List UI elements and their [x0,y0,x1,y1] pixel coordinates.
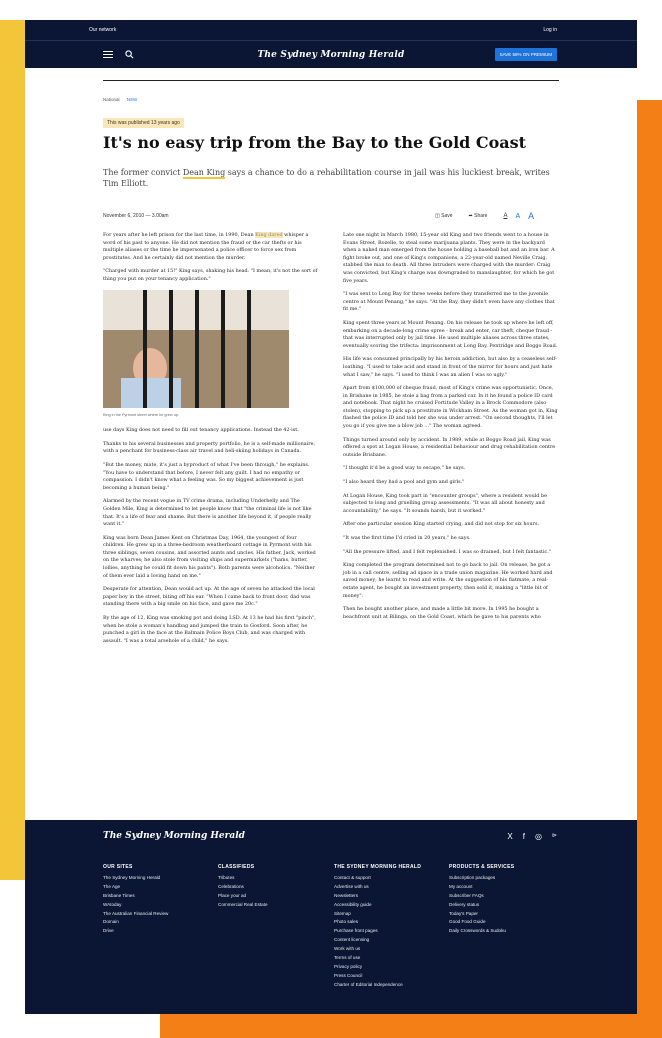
footer-link[interactable]: Accessibility guide [334,901,372,907]
our-network-link[interactable]: Our network [89,27,117,33]
footer-column-products [449,863,514,936]
instagram-icon[interactable]: ◎ [534,832,542,841]
paragraph: "I was sent to Long Bay for three weeks before they transferred me to the juvenile centre at Mount Penang," he says. "At the Bay, they didn't even have any clothes that fit me." [343,291,555,313]
footer-link[interactable]: Drive [103,928,114,934]
footer-link[interactable]: Celebrations [218,883,244,889]
footer-link[interactable]: WAtoday [103,901,122,907]
paragraph: Things turned around only by accident. In 1989, while at Boggo Road jail, King was offered a spot at Logan House, a residential behaviour and drug rehabilitation centre outside Brisbane. [343,436,556,458]
footer-link[interactable]: Commercial Real Estate [218,901,268,907]
footer-link[interactable]: Subscription packages [449,874,496,880]
archive-badge: This was published 13 years ago [103,118,184,128]
text-size-large-button[interactable]: A [528,211,535,221]
standfirst-pre: The former convict [103,168,183,177]
paragraph: Thanks to his several businesses and property portfolio, he is a self-made millionaire, with a penchant for business-class air travel and heli-skiing holidays in Canada. [103,440,316,455]
paragraph: Desperate for attention, Dean would act up. At the age of seven he attacked the local paper boy in the street, biting off his ear. "When I came back to front door, dad was standing there with a big smile on his face, and gave me 20c." [103,586,315,608]
photo-caption: King in the Pyrmont street where he grew up. [103,412,179,417]
footer-link[interactable]: Purchase front pages [334,928,378,934]
footer-link[interactable]: Delivery status [449,901,480,907]
article-photo[interactable] [103,290,289,408]
social-links [507,832,557,841]
footer-link[interactable]: The Age [103,883,121,889]
header-rule [103,80,559,81]
footer-link[interactable]: Place your ad [218,892,247,898]
standfirst-post: says a chance to do a rehabilitation course in jail was his luckiest break, writes Tim Elliott. [103,168,550,188]
save-label: Save [441,213,453,219]
paragraph: use days King does not need to fill out tenancy applications. Instead the 42-ist. [103,427,299,434]
footer-link[interactable]: The Sydney Morning Herald [103,874,161,880]
footer-column-title: THE SYDNEY MORNING HERALD [334,864,422,870]
paragraph: "But the money, mate, it's just a byproduct of what I've been through," he explains. "You have to understand that before, I never felt any guilt. I had no empathy or compassion. I didn't know what a feeling was. So my biggest achievement is just becoming a human being." [103,461,310,491]
top-bar [25,20,637,40]
paragraph: "All the pressure lifted, and I felt replenished. I was so drained, but I felt fantastic." [343,548,552,555]
footer-link[interactable]: Today's Paper [449,910,478,916]
paragraph: Late one night in March 1980, 15-year old King and two friends went to a house in Evans Street, Rozelle, to steal some marijuana plants. They were in the backyard when a naked man emerged from the house holding a baseball bat and an iron bar. A fight broke out, and one of King's companions, a 22-year-old named Neville Craig, stabbed the man to death. All three intruders were charged with the murder: Craig was convicted, but King's charge was downgraded to manslaughter, for which he got five years. [343,232,555,284]
subscribe-button[interactable]: SAVE 58% ON PREMIUM [495,48,557,61]
article-column-right [343,232,558,627]
highlighted-text: King dared [255,232,283,238]
paragraph-text: whisper a word of his past to anyone. He did not mention the fraud or the car thefts or his multiple aliases or the time he impersonated a police officer to force sex from prostitutes. And he certainly did not mention the murder. [103,232,309,261]
paragraph: By the age of 12, King was smoking pot and doing LSD. At 13 he had his first "pinch", when he stole a woman's handbag and jumped the train to Gosford. Soon after, he punched a girl in the face at the Balmain Police Boys Club, and was charged with assault. "I was a total arsehole of a child," he says. [103,615,316,644]
article-column-left [103,232,318,651]
masthead-logo[interactable]: The Sydney Morning Herald [257,49,405,60]
footer-link[interactable]: Newsletters [334,892,358,898]
paragraph: "Charged with murder at 15!" King says, shaking his head. "I mean, it's not the sort of thing you put on your tenancy application." [103,268,318,282]
login-link[interactable]: Log in [543,27,557,33]
footer-link[interactable]: Photo sales [334,919,359,925]
footer-column-title: OUR SITES [103,864,133,870]
paragraph: Apart from $100,000 of cheque fraud, most of King's crime was opportunistic. Once, in Brisbane in 1985, he stole a bag from a parked car. In it he found a police ID card and notebook. That night he cruised Fortitude Valley in a Brock Commodore (also stolen), stopping to pick up a prostitute in Wickham Street. As the woman got in, King flashed the police ID and told her she was under arrest. "On second thoughts, I'll let you go if you give me a blow job ..." The woman agreed. [343,385,558,430]
article-page [25,20,637,1014]
footer-link[interactable]: Domain [103,919,119,925]
paragraph: King completed the program determined not to go back to jail. On release, he got a job in a call centre, selling ad space in a trade union magazine. He worked hard and saved money; he learnt to read and write. At the suggestion of his flatmate, a real-estate agent, he bought an investment property, then sold it, making a "little bit of money". [343,562,553,599]
facebook-icon[interactable]: f [522,832,525,841]
x-icon[interactable]: X [507,832,513,841]
footer-link[interactable]: Work with us [334,946,361,952]
paragraph: King spent three years at Mount Penang. On his release he took up where he left off, embarking on a decade-long crime spree - break and enter, car theft, cheque fraud - that was interrupted only by jail time. He used multiple aliases across three states, eventually scoring the trifecta: imprisonment at Long Bay, Pentridge and Boggo Road. [343,319,558,349]
footer-column-title: CLASSIFIEDS [218,864,255,870]
text-size-medium-button[interactable]: A [515,212,521,220]
footer-column-smh [334,863,421,990]
paragraph [103,232,318,262]
white-backdrop [0,0,662,20]
footer-link[interactable]: Tributes [218,874,235,880]
footer-link[interactable]: Good Food Guide [449,919,486,925]
paragraph: At Logan House, King took part in "encounter groups", where a resident would be subjected to long and gruelling group assessments. "It was all about honesty and accountability," he says. "It sounds harsh, but it worked." [343,492,548,514]
breadcrumb-nsw[interactable]: NSW [126,97,138,102]
paragraph: "It was the first time I'd cried in 20 years," he says. [343,535,471,541]
paragraph: Then he bought another place, and made a little bit more. In 1995 he bought a beachfront unit at Bilinga, on the Gold Coast, which he gave to his parents who [343,606,541,620]
footer-link[interactable]: Charter of Editorial Independence [334,981,403,987]
nav-bar [25,40,637,68]
footer-column-title: PRODUCTS & SERVICES [449,864,515,870]
footer-link[interactable]: Press Council [334,972,363,978]
footer-logo[interactable]: The Sydney Morning Herald [103,831,245,841]
footer-column-our-sites [103,863,168,936]
breadcrumb-national[interactable]: National [103,97,120,102]
text-size-small-button[interactable]: A [503,213,508,219]
footer-link[interactable]: Privacy policy [334,963,363,969]
footer-column-classifieds [218,863,268,910]
rss-icon[interactable]: ⊳ [551,833,557,839]
page-title: It's no easy trip from the Bay to the Gold Coast [103,133,527,152]
footer-link[interactable]: Content licensing [334,937,370,943]
breadcrumb [103,97,143,102]
paragraph-text: For years after he left prison for the last time, in 1990, Dean [103,232,256,238]
footer-link[interactable]: Advertise with us [334,883,369,889]
save-button[interactable]: ◫ Save [435,213,453,219]
footer-link[interactable]: The Australian Financial Review [103,910,169,916]
share-button[interactable]: ➦ Share [468,213,488,219]
standfirst-name-link[interactable]: Dean King [182,168,226,177]
article-tools [435,211,542,221]
paragraph: His life was consumed principally by his heroin addiction, but also by a ceaseless self-loathing. "I used to take acid and stand in front of the mirror for hours and just hate what I saw," he says. "I used to think I was an alien I was so ugly." [343,356,557,378]
footer-link[interactable]: Sitemap [334,910,351,916]
paragraph: "I thought it'd be a good way to escape," he says. [343,465,466,472]
footer-link[interactable]: Contact & support [334,874,371,880]
standfirst [103,167,563,189]
paragraph: King was born Dean James Kent on Christmas Day, 1964, the youngest of four children. He grew up in a three-bedroom weatherboard cottage in Pyrmont with his three siblings, seven cousins, and assorted aunts and uncles. His father, Jack, worked on the wharves; he also stole from visiting ships and supermarkets ("hams, butter, lollies, anything he could fit down his pants"). Both parents were alcoholics. "Neither of them ever laid a loving hand on me." [103,534,316,579]
dateline: November 6, 2010 — 3.00am [103,213,169,219]
site-footer [25,820,637,1014]
footer-link[interactable]: Subscriber FAQs [449,892,484,898]
footer-link[interactable]: My account [449,883,473,889]
paragraph: After one particular session King started crying, and did not stop for six hours. [343,521,540,528]
paragraph: "I also heard they had a pool and gym and girls." [343,479,465,486]
share-label: Share [474,213,488,219]
footer-link[interactable]: Brisbane Times [103,892,135,898]
footer-link[interactable]: Daily Crosswords & Sudoku [449,928,506,934]
paragraph: Alarmed by the recent vogue in TV crime drama, including Underbelly and The Golden Mile, King is determined to let people know that "the criminal life is not like that. It's a life of fear and shame. But there is another life beyond it, if people really want it." [103,498,312,528]
footer-link[interactable]: Terms of use [334,955,361,961]
